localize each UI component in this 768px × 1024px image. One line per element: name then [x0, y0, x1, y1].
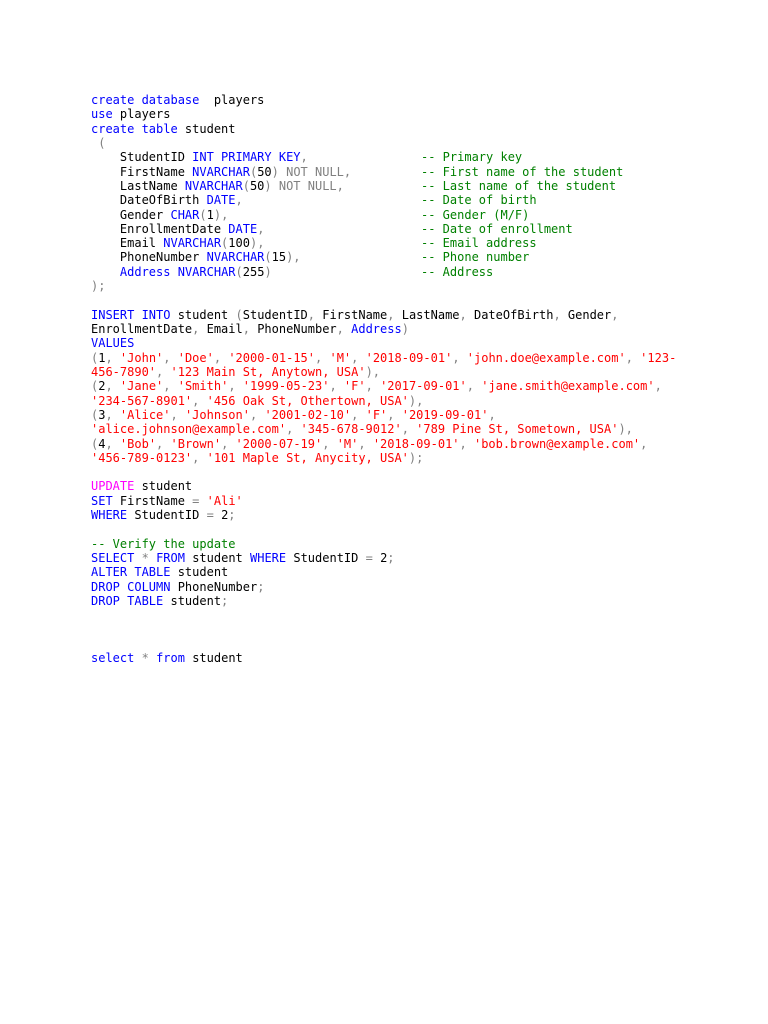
code-token: DROP COLUMN	[91, 579, 171, 594]
code-token: ,	[221, 436, 236, 451]
code-token: ,	[625, 350, 641, 365]
code-token: ),	[408, 393, 424, 408]
code-line	[91, 165, 731, 179]
code-token: (	[91, 379, 99, 394]
code-token	[149, 651, 156, 665]
code-token: (	[242, 178, 250, 193]
code-token: ,	[329, 379, 344, 394]
code-line	[91, 451, 731, 465]
code-line	[91, 193, 731, 207]
code-token: ),	[618, 422, 633, 437]
code-token: 'Ali'	[206, 493, 243, 508]
code-token: NVARCHAR	[184, 178, 243, 193]
code-token: ),	[286, 250, 301, 265]
code-token: (	[235, 307, 243, 322]
code-token: ,	[315, 350, 330, 365]
code-token: use	[91, 107, 113, 122]
code-token: ,	[365, 379, 381, 394]
code-line	[91, 336, 731, 350]
code-token: *	[141, 551, 149, 565]
code-token: ,	[192, 393, 207, 408]
code-token: ,	[401, 422, 417, 437]
code-token: ,	[452, 350, 467, 365]
code-token: DATE	[228, 221, 258, 236]
code-token: '789 Pine St, Sometown, USA'	[416, 422, 619, 437]
code-token: '123 Main St, Anytown, USA'	[170, 364, 366, 379]
code-token: ) NOT NULL,	[264, 178, 344, 193]
code-token: 'john.doe@example.com'	[466, 350, 626, 365]
code-token: ,	[336, 322, 352, 336]
code-token: (	[235, 264, 243, 279]
code-comment: -- Date of enrollment	[421, 221, 573, 236]
code-token: StudentID	[242, 307, 308, 322]
code-comment: -- Last name of the student	[421, 178, 617, 193]
code-token	[149, 551, 156, 565]
code-token: ,	[488, 407, 496, 422]
code-token: ),	[213, 207, 229, 222]
code-token: Address	[351, 322, 402, 336]
code-comment: -- Gender (M/F)	[421, 207, 530, 222]
code-token: ,	[105, 436, 120, 451]
code-token: 456-7890'	[91, 364, 157, 379]
code-token: ,	[459, 307, 474, 322]
code-line	[91, 93, 731, 107]
code-line	[91, 494, 731, 508]
code-token: FirstName	[322, 307, 388, 322]
code-line	[91, 208, 731, 222]
code-token: '2000-07-19'	[235, 436, 323, 451]
code-token: DateOfBirth	[473, 307, 554, 322]
code-token: 'Bob'	[119, 436, 157, 451]
code-token: Address	[91, 264, 171, 279]
code-token: WHERE	[91, 508, 128, 523]
code-token: PhoneNumber	[170, 579, 258, 594]
code-token: (	[264, 250, 272, 265]
code-token: ,	[235, 193, 243, 208]
code-comment: -- Email address	[421, 236, 537, 251]
code-line	[91, 580, 731, 594]
code-token: (	[91, 135, 106, 150]
code-token: '1999-05-23'	[242, 379, 330, 394]
code-token: 2	[213, 508, 229, 523]
code-token: NVARCHAR	[206, 250, 265, 265]
code-token: select	[91, 651, 135, 666]
code-token: PhoneNumber	[257, 322, 337, 336]
code-token: ,	[611, 307, 619, 322]
code-token: 2	[372, 551, 388, 565]
code-token: EnrollmentDate	[91, 322, 193, 336]
code-token: ,	[192, 322, 207, 336]
code-token: 50	[257, 164, 272, 179]
code-token: SET	[91, 493, 113, 508]
code-token: 'Alice'	[119, 407, 171, 422]
code-line	[91, 479, 731, 493]
code-token: ALTER TABLE	[91, 565, 171, 580]
code-token: student	[184, 651, 243, 666]
code-token: ,	[156, 364, 171, 379]
code-token	[134, 551, 141, 565]
code-token: 2	[98, 379, 106, 394]
code-token: Gender	[91, 207, 171, 222]
code-token: =	[206, 508, 214, 523]
code-token: 'M'	[336, 436, 359, 451]
code-token: NVARCHAR	[177, 264, 236, 279]
code-line	[91, 651, 731, 665]
code-token: 3	[98, 407, 106, 422]
code-token: 'F'	[365, 407, 388, 422]
code-token: NVARCHAR	[163, 236, 222, 251]
code-token: ,	[213, 350, 229, 365]
code-token: players	[199, 93, 265, 107]
code-token: =	[192, 493, 200, 508]
code-token: Email	[206, 322, 243, 336]
code-token: )	[401, 322, 409, 336]
code-token: (	[91, 350, 99, 365]
code-token: ;	[257, 579, 265, 594]
code-token: student	[163, 593, 222, 608]
code-token: ;	[221, 593, 229, 608]
code-token: StudentID	[286, 551, 366, 565]
code-token: ,	[257, 221, 265, 236]
code-token: -- Verify the update	[91, 536, 236, 551]
code-line	[91, 179, 731, 193]
code-comment: -- Phone number	[421, 250, 530, 265]
code-token: FirstName	[91, 164, 193, 179]
code-token: 'Johnson'	[184, 407, 250, 422]
sql-code-document	[91, 93, 731, 666]
code-token: UPDATE	[91, 479, 135, 494]
code-token: StudentID	[91, 150, 193, 165]
code-token: ,	[640, 436, 648, 451]
code-token: 'jane.smith@example.com'	[481, 379, 655, 394]
code-token: create table	[91, 121, 178, 136]
code-token: WHERE	[250, 551, 287, 565]
code-token: 1	[98, 350, 106, 365]
code-token: LastName	[91, 178, 185, 193]
code-token: create database	[91, 93, 200, 107]
code-token: '456 Oak St, Othertown, USA'	[206, 393, 409, 408]
code-token: '234-567-8901'	[91, 393, 193, 408]
code-token	[134, 651, 141, 665]
code-line	[91, 379, 731, 393]
code-token: 4	[98, 436, 106, 451]
code-token: from	[156, 651, 185, 666]
code-token: student	[134, 479, 193, 494]
code-token: 'Jane'	[119, 379, 164, 394]
code-line	[91, 608, 731, 622]
code-line	[91, 565, 731, 579]
code-token: '456-789-0123'	[91, 450, 193, 465]
code-token: ,	[242, 322, 258, 336]
code-token: players	[112, 107, 171, 122]
code-token: 'F'	[343, 379, 366, 394]
code-token: ,	[459, 436, 474, 451]
code-token: 'M'	[329, 350, 352, 365]
code-token: Gender	[567, 307, 612, 322]
code-token: NVARCHAR	[192, 164, 250, 179]
code-token: ),	[249, 236, 265, 251]
code-token: '345-678-9012'	[300, 422, 402, 437]
code-token: 15	[271, 250, 287, 265]
code-token: EnrollmentDate	[91, 221, 229, 236]
code-token: student	[177, 121, 236, 136]
code-token: ,	[351, 407, 366, 422]
code-token: SELECT	[91, 551, 135, 565]
code-token: 100	[228, 236, 250, 251]
code-token: DROP TABLE	[91, 593, 164, 608]
code-token: ,	[387, 407, 402, 422]
code-line	[91, 465, 731, 479]
code-token: 'Brown'	[170, 436, 222, 451]
code-line	[91, 623, 731, 637]
code-token: ,	[163, 379, 178, 394]
code-token: );	[408, 450, 424, 465]
code-token: (	[249, 164, 258, 179]
code-line	[91, 408, 731, 422]
code-token: ;	[387, 551, 395, 565]
code-token: ,	[654, 379, 662, 394]
code-token: ,	[553, 307, 568, 322]
code-token: 'John'	[119, 350, 164, 365]
code-line	[91, 422, 731, 436]
code-line	[91, 293, 731, 307]
code-line	[91, 551, 731, 565]
code-token: LastName	[401, 307, 460, 322]
code-token	[199, 494, 206, 508]
code-line	[91, 222, 731, 236]
code-line	[91, 265, 731, 279]
code-token	[170, 265, 177, 279]
code-token: student	[170, 307, 236, 322]
code-token: 'bob.brown@example.com'	[473, 436, 641, 451]
code-token: 'Smith'	[177, 379, 229, 394]
code-token: (	[91, 436, 99, 451]
code-token: (	[221, 236, 229, 251]
code-token: Email	[91, 236, 164, 251]
code-token: ,	[466, 379, 482, 394]
code-token: INT PRIMARY KEY	[192, 150, 301, 165]
code-token: ,	[105, 379, 120, 394]
code-token: ),	[365, 364, 381, 379]
code-token: INSERT INTO	[91, 307, 171, 322]
code-line	[91, 250, 731, 264]
code-token: DATE	[206, 193, 236, 208]
code-token: ,	[307, 307, 323, 322]
code-token: student	[184, 551, 250, 565]
code-token: ,	[387, 307, 402, 322]
code-comment: -- Date of birth	[421, 193, 537, 208]
code-token: '2000-01-15'	[228, 350, 316, 365]
code-token: ;	[228, 508, 236, 523]
code-token: '2019-09-01'	[401, 407, 489, 422]
code-token: ) NOT NULL,	[271, 164, 352, 179]
code-token: ,	[228, 379, 243, 394]
code-token: ,	[300, 150, 308, 165]
code-token: (	[91, 407, 99, 422]
code-token: ,	[105, 350, 120, 365]
code-line	[91, 136, 731, 150]
code-token: PhoneNumber	[91, 250, 207, 265]
code-token: FirstName	[112, 493, 193, 508]
code-token: ,	[351, 350, 366, 365]
code-line	[91, 437, 731, 451]
code-token: 1	[206, 207, 214, 222]
code-line	[91, 122, 731, 136]
code-token: ,	[322, 436, 337, 451]
code-token: ,	[249, 407, 265, 422]
code-token: '101 Maple St, Anycity, USA'	[206, 450, 409, 465]
code-line	[91, 351, 731, 365]
code-line	[91, 279, 731, 293]
code-line	[91, 308, 731, 322]
code-line	[91, 537, 731, 551]
code-token: ,	[286, 422, 301, 437]
code-token: )	[264, 264, 272, 279]
code-token: 'alice.johnson@example.com'	[91, 422, 287, 437]
code-line	[91, 394, 731, 408]
code-comment: -- Address	[421, 264, 494, 279]
code-token: StudentID	[127, 508, 207, 523]
code-line	[91, 107, 731, 121]
code-token: FROM	[156, 551, 185, 565]
code-token: ,	[192, 450, 207, 465]
code-token: '2017-09-01'	[380, 379, 467, 394]
code-token: 'Doe'	[177, 350, 214, 365]
code-comment: -- Primary key	[421, 150, 523, 165]
code-token: ,	[156, 436, 171, 451]
code-comment: -- First name of the student	[421, 164, 624, 179]
code-token: ,	[105, 407, 120, 422]
code-token: '123-	[640, 350, 677, 365]
code-token: ,	[163, 350, 178, 365]
code-line	[91, 322, 731, 336]
code-line	[91, 150, 731, 164]
code-token: '2018-09-01'	[365, 350, 453, 365]
code-token: VALUES	[91, 336, 135, 351]
code-line	[91, 508, 731, 522]
code-token: 50	[249, 178, 265, 193]
code-token: );	[91, 279, 106, 294]
code-line	[91, 522, 731, 536]
code-token: (	[199, 207, 207, 222]
code-token: DateOfBirth	[91, 193, 207, 208]
code-token: 255	[242, 264, 265, 279]
code-token: *	[141, 651, 149, 666]
code-token: student	[170, 565, 229, 580]
code-token: '2001-02-10'	[264, 407, 352, 422]
code-token: ,	[170, 407, 185, 422]
code-line	[91, 637, 731, 651]
code-token: '2018-09-01'	[372, 436, 460, 451]
code-token: CHAR	[170, 207, 200, 222]
code-line	[91, 365, 731, 379]
code-line	[91, 236, 731, 250]
code-token: =	[365, 551, 373, 565]
code-token: ,	[358, 436, 373, 451]
code-line	[91, 594, 731, 608]
